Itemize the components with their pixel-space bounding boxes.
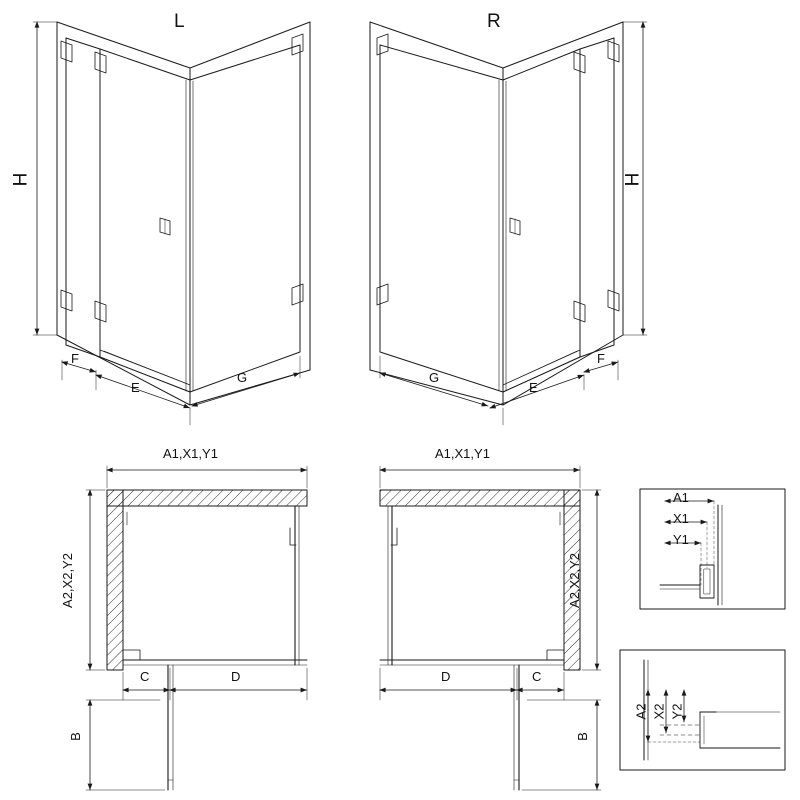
detail-top-dim-x1: X1 [673, 511, 689, 526]
plan-left-dim-c: C [140, 669, 150, 684]
plan-right-top-dim: A1,X1,Y1 [435, 446, 490, 461]
elevation-right-height-label: H [622, 172, 644, 187]
elevation-left-height-label: H [10, 172, 32, 187]
elevation-right-dim-g: G [429, 370, 440, 385]
plan-left-dim-d: D [231, 669, 241, 684]
plan-left-top-dim: A1,X1,Y1 [163, 446, 218, 461]
plan-right-dim-b: B [574, 732, 590, 741]
detail-bottom-dim-x2: X2 [651, 703, 667, 720]
detail-top-dim-a1: A1 [673, 490, 689, 505]
elevation-right-dim-e: E [529, 380, 538, 395]
variant-label-right: R [487, 11, 501, 32]
elevation-left-dim-g: G [237, 370, 248, 385]
plan-view-right [380, 466, 601, 790]
elevation-right-isometric [370, 22, 647, 425]
plan-right-dim-d: D [441, 669, 451, 684]
plan-right-dim-c: C [532, 669, 542, 684]
plan-left-dim-b: B [67, 732, 83, 741]
detail-top-dim-y1: Y1 [673, 532, 689, 547]
elevation-left-dim-e: E [131, 380, 140, 395]
plan-left-side-dim: A2,X2,Y2 [59, 553, 75, 608]
plan-view-left [86, 466, 307, 790]
detail-bottom-dim-y2: Y2 [669, 703, 685, 720]
elevation-right-dim-f: F [597, 351, 605, 366]
plan-right-side-dim: A2,X2,Y2 [566, 553, 582, 608]
elevation-left-dim-f: F [71, 351, 79, 366]
detail-bottom-dim-a2: A2 [633, 703, 649, 720]
detail-top-right [640, 489, 785, 609]
variant-label-left: L [174, 11, 185, 32]
